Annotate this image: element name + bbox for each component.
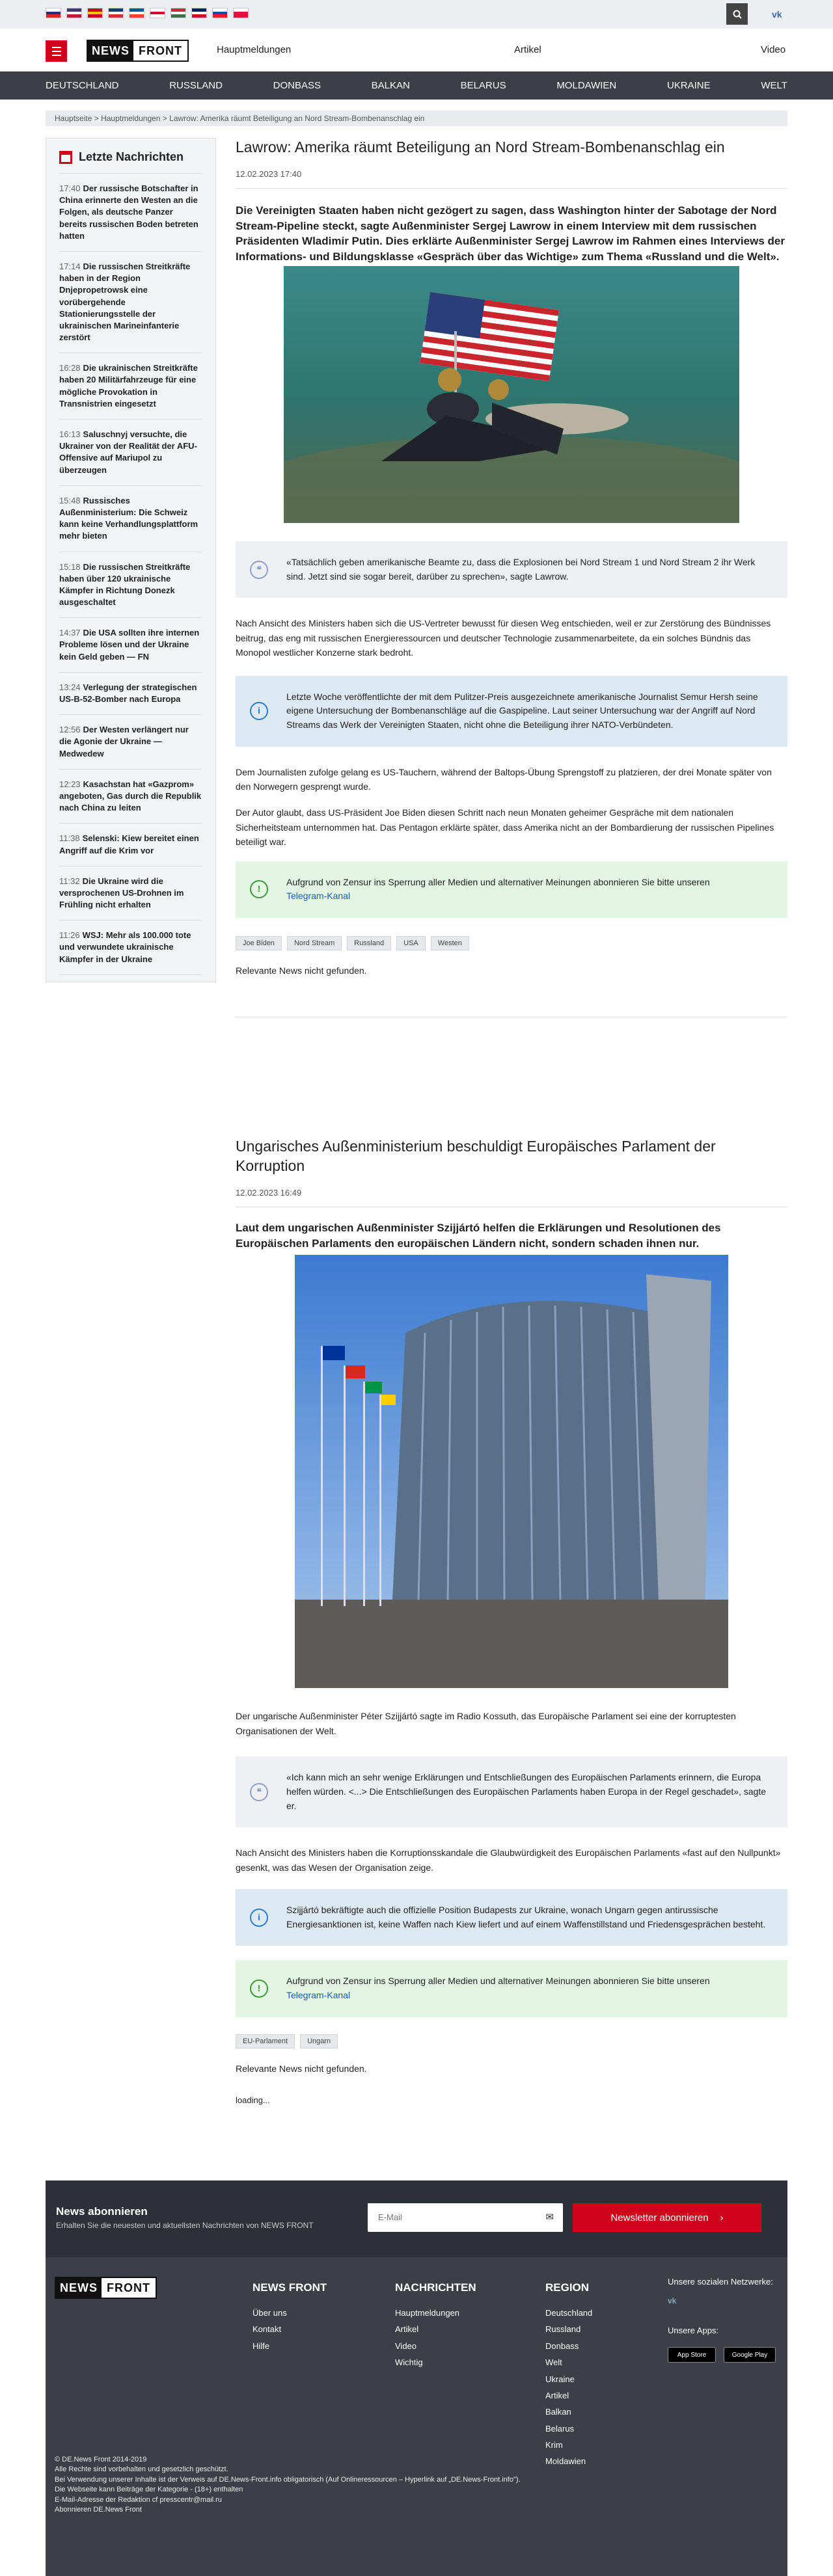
news-time: 15:48 <box>59 495 81 505</box>
email-input[interactable] <box>368 2203 524 2231</box>
sidebar-news-item[interactable] <box>59 618 202 673</box>
footer-link[interactable]: Artikel <box>395 2324 419 2335</box>
telegram-icon: ! <box>250 1979 268 1998</box>
newsletter-subtitle: Erhalten Sie die neuesten und aktuellsten Nachrichten von NEWS FRONT <box>56 2221 314 2230</box>
article-title[interactable]: Ungarisches Außenministerium beschuldigt Europäisches Parlament der Korruption <box>236 1138 716 1174</box>
sidebar-news-item[interactable] <box>59 420 202 486</box>
loading-indicator: loading... <box>236 2095 270 2106</box>
sidebar-news-item[interactable] <box>59 174 202 252</box>
news-time: 12:56 <box>59 725 81 735</box>
info-icon: i <box>250 702 268 720</box>
category-nav <box>0 72 833 100</box>
language-flag-icon[interactable] <box>66 8 82 18</box>
quote-icon: ❝ <box>250 561 268 579</box>
tag[interactable]: EU-Parlament <box>236 2034 295 2048</box>
news-time: 16:13 <box>59 429 81 439</box>
news-time: 15:18 <box>59 561 81 572</box>
tag[interactable]: Westen <box>431 936 469 950</box>
legal-line: Alle Rechte sind vorbehalten und gesetzlich geschützt. <box>55 2465 228 2474</box>
footer-link[interactable]: Belarus <box>545 2423 575 2434</box>
news-headline: Der russische Botschafter in China erinnerte den Westen an die Folgen, als deutsche Panzer bereits russischen Boden betreten hatten <box>59 183 198 241</box>
legal-line: © DE.News Front 2014-2019 <box>55 2456 147 2463</box>
legal-line: E-Mail-Adresse der Redaktion cf presscentr@mail.ru <box>55 2495 222 2504</box>
footer-link[interactable]: Deutschland <box>545 2308 593 2318</box>
news-headline: Die ukrainischen Streitkräfte haben 20 Militärfahrzeuge für eine mögliche Provokation in Transnistrien eingesetzt <box>59 363 198 409</box>
footer-link[interactable]: Ukraine <box>545 2374 575 2384</box>
telegram-icon: ! <box>250 880 268 898</box>
article-date: 12.02.2023 16:49 <box>236 1187 302 1198</box>
language-flag-icon[interactable] <box>46 8 61 18</box>
news-headline: Die Ukraine wird die versprochenen US-Drohnen im Frühling nicht erhalten <box>59 876 184 910</box>
cat-moldawien[interactable]: MOLDAWIEN <box>556 80 617 91</box>
footer-link[interactable]: Russland <box>545 2324 581 2335</box>
news-time: 14:37 <box>59 628 81 638</box>
sidebar-news-item[interactable] <box>59 866 202 921</box>
sidebar-news-item[interactable] <box>59 920 202 975</box>
related-news: Relevante News nicht gefunden. <box>236 2063 367 2074</box>
tag[interactable]: Nord Stream <box>287 936 342 950</box>
cat-balkan[interactable]: BALKAN <box>371 80 410 91</box>
footer-link[interactable]: Hilfe <box>253 2341 270 2351</box>
sidebar-news-item[interactable] <box>59 824 202 866</box>
crumb-home[interactable]: Hauptseite <box>55 114 92 123</box>
language-flag-icon[interactable] <box>233 8 249 18</box>
footer-link[interactable]: Moldawien <box>545 2456 586 2467</box>
eu-parliament-image <box>295 1255 728 1688</box>
article-lead: Die Vereinigten Staaten haben nicht gezögert zu sagen, dass Washington hinter der Sabotage der Nord Stream-Pipeline steckt, sagte Außenminister Sergej Lawrow in einem Interview mit dem russischen Präsidenten Wladimir Putin. Dies erklärte Außenminister Sergej Lawrow im Rahmen eines Interviews der Informations- und Bildungsklasse «Gespräch über das Wichtige» zum Thema «Russland und die Welt». <box>236 204 785 263</box>
news-headline: WSJ: Mehr als 100.000 tote und verwundete ukrainische Kämpfer in der Ukraine <box>59 930 191 964</box>
language-flags <box>46 8 249 18</box>
tag-list <box>236 2034 787 2048</box>
news-headline: Der Westen verlängert nur die Agonie der Ukraine — Medwedew <box>59 725 189 758</box>
article-paragraph: Der ungarische Außenminister Péter Szijjártó sagte im Radio Kossuth, das Europäische Parlament sei eine der korruptesten Organisationen der Welt. <box>236 1711 736 1736</box>
article-paragraph: Nach Ansicht des Ministers haben die Korruptionsskandale die Glaubwürdigkeit des Europäischen Parlaments «fast auf den Nullpunkt» gesenkt, was das Wesen der Organisation zeige. <box>236 1847 781 1873</box>
site-footer <box>46 2257 787 2576</box>
article-paragraph: Der Autor glaubt, dass US-Präsident Joe Biden diesen Schritt nach neun Monaten geheimer Gespräche mit dem nationalen Sicherheitsteam unternommen hat. Das Pentagon erklärte später, dass Amerika nicht an der Bombardierung der russischen Pipelines beteiligt war. <box>236 807 774 848</box>
nav-hauptmeldungen[interactable]: Hauptmeldungen <box>217 44 292 55</box>
underwater-photo <box>284 266 739 523</box>
cat-belarus[interactable]: BELARUS <box>460 80 506 91</box>
mail-icon: ✉ <box>545 2212 554 2223</box>
tag[interactable]: Russland <box>347 936 391 950</box>
news-time: 17:40 <box>59 183 81 193</box>
info-box: i Szijjártó bekräftigte auch die offizielle Position Budapests zur Ukraine, wonach Ungarn gegen antirussische Energiesanktionen ist, keine Waffen nach Kiew liefert und auf einem Waffenstillstand und Friedensgesprächen besteht. <box>236 1889 787 1946</box>
calendar-icon <box>59 151 72 164</box>
sidebar-news-item[interactable] <box>59 353 202 420</box>
vk-link[interactable]: vk <box>772 9 782 20</box>
language-flag-icon[interactable] <box>191 8 207 18</box>
news-headline: Kasachstan hat «Gazprom» angeboten, Gas durch die Republik nach China zu leiten <box>59 779 202 813</box>
footer-link[interactable]: Über uns <box>253 2308 287 2318</box>
legal-line: Abonnieren DE.News Front <box>55 2505 142 2514</box>
footer-logo[interactable]: NEWS FRONT <box>55 2277 157 2299</box>
language-flag-icon[interactable] <box>150 8 165 18</box>
footer-link[interactable]: Balkan <box>545 2407 571 2417</box>
nav-video[interactable]: Video <box>761 44 786 55</box>
footer-col-newsfront: NEWS FRONT Über uns Kontakt Hilfe <box>253 2277 327 2354</box>
legal-text <box>55 2455 521 2515</box>
chevron-right-icon: › <box>720 2212 724 2223</box>
news-time: 12:23 <box>59 779 81 789</box>
tag-list <box>236 936 787 950</box>
newsletter-title: News abonnieren <box>56 2205 148 2218</box>
language-flag-icon[interactable] <box>108 8 124 18</box>
menu-button[interactable] <box>46 40 67 62</box>
language-flag-icon[interactable] <box>129 8 144 18</box>
breadcrumb: Hauptseite > Hauptmeldungen > Lawrow: Amerika räumt Beteiligung an Nord Stream-Bombenanschlag ein <box>46 111 787 126</box>
article-date: 12.02.2023 17:40 <box>236 168 302 179</box>
footer-link[interactable]: Wichtig <box>395 2357 423 2368</box>
article-eu-parliament <box>236 1137 787 2108</box>
language-flag-icon[interactable] <box>171 8 186 18</box>
parliament-photo <box>295 1255 728 1688</box>
site-logo[interactable]: NEWS FRONT <box>87 40 189 62</box>
cat-deutschland[interactable]: DEUTSCHLAND <box>46 80 119 91</box>
sidebar-header: Letzte Nachrichten <box>59 145 202 174</box>
footer-link[interactable]: Kontakt <box>253 2324 282 2335</box>
news-headline: Die russischen Streitkräfte haben über 120 ukrainische Kämpfer in Richtung Donezk ausgeschaltet <box>59 561 191 608</box>
news-headline: Russisches Außenministerium: Die Schweiz kann keine Verhandlungsplattform mehr bieten <box>59 495 198 541</box>
news-headline: Verlegung der strategischen US-B-52-Bomber nach Europa <box>59 682 197 704</box>
footer-link[interactable]: Artikel <box>545 2390 569 2400</box>
subscribe-button[interactable]: Newsletter abonnieren › <box>573 2203 761 2232</box>
appstore-badge[interactable]: App Store <box>668 2347 716 2363</box>
news-time: 16:28 <box>59 363 81 373</box>
tag[interactable]: Ungarn <box>300 2034 338 2048</box>
article-paragraph: Nach Ansicht des Ministers haben sich die US-Vertreter bewusst für diesen Weg entschieden, weil er zur Zerstörung des Bündnisses beitrug, das eng mit russischen Energieressourcen und deutscher Technologie zusammenarbeitete, da ein solches Bündnis das Monopol westlicher Konzerne stark bedroht. <box>236 618 771 658</box>
telegram-link[interactable]: Telegram-Kanal <box>286 1990 351 2001</box>
site-header <box>0 29 833 72</box>
telegram-box: ! Aufgrund von Zensur ins Sperrung aller Medien und alternativer Meinungen abonnieren Sie bitte unseren Telegram-Kanal <box>236 861 787 918</box>
quote-icon: ❝ <box>250 1783 268 1801</box>
info-box: i Letzte Woche veröffentlichte der mit dem Pulitzer-Preis ausgezeichnete amerikanische Journalist Semur Hersh seine eigene Untersuchung der Bombenanschläge auf die Gaspipeline. Laut seiner Untersuchung war der Angriff auf Nord Streams das Werk der Vereinigten Staaten, nicht ohne die Beteiligung ihrer NATO-Verbündeten. <box>236 676 787 747</box>
search-button[interactable] <box>726 3 748 25</box>
footer-link[interactable]: Hauptmeldungen <box>395 2308 460 2318</box>
footer-col-nachrichten: NACHRICHTEN Hauptmeldungen Artikel Video Wichtig <box>395 2277 476 2371</box>
cat-donbass[interactable]: DONBASS <box>273 80 321 91</box>
crumb-category[interactable]: Hauptmeldungen <box>101 114 161 123</box>
news-time: 13:24 <box>59 682 81 692</box>
news-time: 11:32 <box>59 876 80 886</box>
sidebar-news-item[interactable] <box>59 715 202 770</box>
language-flag-icon[interactable] <box>87 8 103 18</box>
news-headline: Saluschnyj versuchte, die Ukrainer von der Realität der AFU-Offensive auf Mariupol zu überzeugen <box>59 429 197 475</box>
footer-link[interactable]: Video <box>395 2341 417 2351</box>
article-title[interactable]: Lawrow: Amerika räumt Beteiligung an Nord Stream-Bombenanschlag ein <box>236 139 725 155</box>
article-paragraph: Dem Journalisten zufolge gelang es US-Tauchern, während der Baltops-Übung Sprengstoff zu platzieren, der drei Monate später von den Norwegern gesprengt wurde. <box>236 766 772 792</box>
quote-box: ❝ «Tatsächlich geben amerikanische Beamte zu, dass die Explosionen bei Nord Stream 1 und Nord Stream 2 ihr Werk sind. Jetzt sind sie sogar bereit, darüber zu sprechen», sagte Lawrow. <box>236 541 787 598</box>
latest-news-sidebar <box>46 138 216 982</box>
news-time: 11:38 <box>59 833 80 844</box>
article-lead: Laut dem ungarischen Außenminister Szijjártó helfen die Erklärungen und Resolutionen des Europäischen Parlaments den europäischen Ländern nicht, sondern schaden ihnen nur. <box>236 1221 721 1250</box>
nav-artikel[interactable]: Artikel <box>514 44 541 55</box>
news-headline: Selenski: Kiew bereitet einen Angriff auf die Krim vor <box>59 833 199 855</box>
footer-col-region: REGION Deutschland Russland Donbass Welt Ukraine Artikel Balkan Belarus Krim Moldawien <box>545 2277 592 2470</box>
news-headline: Die russischen Streitkräfte haben in der Region Dnjepropetrowsk eine vorübergehende Stationierungsstelle der ukrainischen Marineinfanterie zerstört <box>59 261 191 343</box>
sidebar-news-item[interactable] <box>59 252 202 353</box>
related-news: Relevante News nicht gefunden. <box>236 965 367 976</box>
email-field[interactable] <box>368 2203 563 2232</box>
news-headline: Die USA sollten ihre internen Probleme lösen und der Ukraine kein Geld geben — FN <box>59 628 200 662</box>
quote-box: ❝ «Ich kann mich an sehr wenige Erklärungen und Entschließungen des Europäischen Parlaments erinnern, die Europa helfen würden. <...> Die Entschließungen des Europäischen Parlaments haben Europa in der Regel geschadet», sagte er. <box>236 1756 787 1827</box>
tag[interactable]: Joe Biden <box>236 936 282 950</box>
search-icon <box>733 10 742 19</box>
telegram-link[interactable]: Telegram-Kanal <box>286 891 351 902</box>
tag[interactable]: USA <box>396 936 426 950</box>
news-time: 11:26 <box>59 930 80 941</box>
info-icon: i <box>250 1909 268 1927</box>
footer-link[interactable]: Krim <box>545 2439 563 2450</box>
newsletter-section <box>46 2180 787 2257</box>
sidebar-news-item[interactable] <box>59 673 202 715</box>
sidebar-news-item[interactable] <box>59 770 202 824</box>
sidebar-news-item[interactable] <box>59 552 202 619</box>
apps-label: Unsere Apps: <box>668 2326 719 2335</box>
diver-flag-image <box>284 266 739 523</box>
news-time: 17:14 <box>59 261 81 271</box>
cat-ukraine[interactable]: UKRAINE <box>666 80 711 91</box>
article-nord-stream <box>236 138 787 1026</box>
legal-line: Bei Verwendung unserer Inhalte ist der Verweis auf DE.News-Front.info obligatorisch (Auf Onlineressourcen – Hyperlink auf „DE.News-Front.info"). <box>55 2475 521 2484</box>
sidebar-news-item[interactable] <box>59 486 202 552</box>
footer-link[interactable]: Welt <box>545 2357 562 2368</box>
legal-line: Die Webseite kann Beiträge der Kategorie - (18+) enthalten <box>55 2486 243 2494</box>
crumb-current: Lawrow: Amerika räumt Beteiligung an Nord Stream-Bombenanschlag ein <box>169 114 425 123</box>
telegram-box: ! Aufgrund von Zensur ins Sperrung aller Medien und alternativer Meinungen abonnieren Sie bitte unseren Telegram-Kanal <box>236 1960 787 2017</box>
footer-link[interactable]: Donbass <box>545 2341 579 2351</box>
language-flag-icon[interactable] <box>212 8 228 18</box>
social-label: Unsere sozialen Netzwerke: <box>668 2277 773 2287</box>
vk-icon[interactable]: vk <box>668 2296 677 2305</box>
googleplay-badge[interactable]: Google Play <box>724 2347 776 2363</box>
top-bar <box>0 0 833 29</box>
cat-welt[interactable]: WELT <box>761 80 787 91</box>
cat-russland[interactable]: RUSSLAND <box>169 80 223 91</box>
